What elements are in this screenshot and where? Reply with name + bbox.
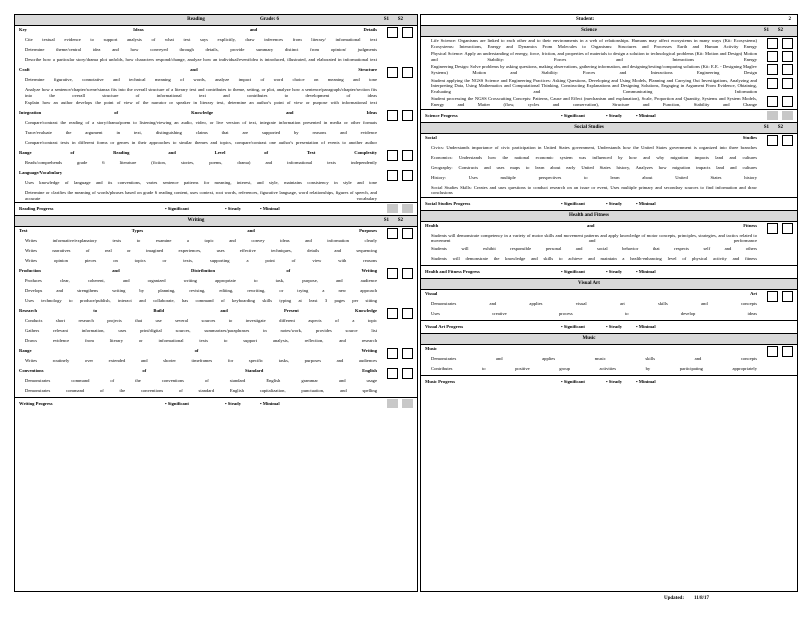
row-text: Language/Vocabulary xyxy=(19,170,63,176)
social-progress: Social Studies Progress • Significant • Steady • Minimal xyxy=(421,197,797,210)
row-text: Student processing the NGSS Crosscutting Concepts: Patterns, Cause and Effect (mechanism and explanation), Scale, Proportion and Quantity, Systems and System Models, Energy and Matter (flow, cycles and conservation), Structure and Function, Stability and Change xyxy=(431,96,757,107)
row-text: Uses knowledge of language and its conventions, varies sentence patterns for meaning, interest, and style, maintains consistency in style and tone xyxy=(25,180,377,186)
standard-row xyxy=(15,46,417,56)
row-text: Demonstrates command of the conventions of standard English capitalization, punctuation, and spelling xyxy=(25,388,377,394)
student-bar xyxy=(421,15,797,26)
progress-marks xyxy=(387,399,413,408)
standard-row xyxy=(15,357,417,367)
row-text: Determine theme/central idea and how conveyed through details, provide summary distinct from opinion/ judgments xyxy=(25,47,377,52)
progress-label: Writing Progress xyxy=(19,401,53,407)
standard-row xyxy=(421,154,797,164)
health-title: Health and Fitness xyxy=(568,212,609,218)
music-header xyxy=(421,333,797,345)
progress-label: Reading Progress xyxy=(19,206,54,212)
row-text: Demonstrates and applies visual art skills and concepts xyxy=(431,300,757,306)
s2-box[interactable] xyxy=(782,51,793,62)
row-text: Explain how an author develops the point of view of the narrator or speaker in literary text, determine an author's point of view or purpose with informational text xyxy=(25,100,377,106)
reading-rows xyxy=(15,26,417,202)
row-text: Integration of Knowledge and Ideas xyxy=(19,110,377,116)
section-subheading xyxy=(15,307,417,317)
reading-header xyxy=(15,15,417,26)
row-text: Draws evidence from literary or informational texts to support analysis, reflection, and research xyxy=(25,338,377,344)
standard-row xyxy=(15,86,417,99)
standard-row xyxy=(421,355,797,365)
student-value: 2 xyxy=(788,17,791,22)
health-rows xyxy=(421,222,797,265)
standard-row xyxy=(15,76,417,86)
s2-box[interactable] xyxy=(782,78,793,89)
standard-row xyxy=(15,36,417,46)
row-text: Determine or clarifies the meaning of words/phrases based on grade 6 reading content, uses context, root words, references, figurative language, word relationships, figures of speech, and accurate vocabulary xyxy=(25,190,377,201)
row-text: Engineering Design: Solve problems by asking questions, making observations, gathering information, and designing/testing/comparing solutions (Kit: E.E. - Designing Maglev Systems) Motion and Stability: Forces and Interactions Engineering Design xyxy=(431,64,757,75)
footer xyxy=(664,596,719,601)
health-progress: Health and Fitness Progress • Significant • Steady • Minimal xyxy=(421,265,797,278)
s2-label: S2 xyxy=(397,17,403,22)
s1-box[interactable] xyxy=(767,78,778,89)
standard-row xyxy=(15,139,417,149)
writing-progress: Writing Progress • Significant • Steady • Minimal xyxy=(15,397,417,410)
row-text: Student applying the NGSS Science and Engineering Practices: Asking Questions, Developing and Using Models, Planning and Carrying Out Investigations, Analyzing and Interpreting Data, Using Mathematics and Computational Thinking, Constructing Explanations and Designing Solutions, Engaging in Argument From Evidence, Obtaining, Evaluating and Communicating Information xyxy=(431,77,757,94)
science-title: Science xyxy=(581,28,597,33)
student-label: Student: xyxy=(576,17,595,22)
social-header: Social Studies S1 S2 xyxy=(421,122,797,134)
standard-row xyxy=(15,257,417,267)
standard-row xyxy=(421,310,797,320)
section-subheading xyxy=(15,367,417,377)
row-text: Compare/contrast the reading of a story/drama/poem to listening/viewing an audio, video, or live version of text, integrate information presented in media or other formats xyxy=(25,120,377,126)
music-title: Music xyxy=(582,335,596,341)
s1-box[interactable] xyxy=(767,51,778,62)
science-progress: Science Progress • Significant • Steady • Minimal xyxy=(421,109,797,122)
section-subheading xyxy=(15,169,417,179)
row-text: Geography: Constructs and uses maps to learn about early United States history, Analyzes how migration impacts land and cultures xyxy=(431,164,757,170)
standard-row xyxy=(15,56,417,66)
s1-box[interactable] xyxy=(767,38,778,49)
row-text: History: Uses multiple perspectives to learn about United States history xyxy=(431,174,757,180)
section-subheading xyxy=(15,149,417,159)
row-text: Range of Reading and Level of Text Complexity xyxy=(19,150,377,156)
section-subheading xyxy=(15,267,417,277)
row-text: Writes opinion pieces on topics or texts, supporting a point of view with reasons xyxy=(25,258,377,264)
progress-marks xyxy=(767,111,793,120)
standard-row xyxy=(421,245,797,255)
science-rows xyxy=(421,37,797,109)
row-text: Demonstrates command of the conventions of standard English grammar and usage xyxy=(25,378,377,384)
row-text: Students will demonstrate competency in a variety of motor skills and movement patterns and apply knowledge of motor concepts, principles, strategies, and tactics related to movement and performance xyxy=(431,232,757,244)
row-text: Produces clear, coherent, and organized writing appropriate to task, purpose, and audience xyxy=(25,278,377,284)
section-subheading xyxy=(15,347,417,357)
standard-row xyxy=(15,237,417,247)
row-text: Physical Science: Apply an understanding of energy, force, friction, and properties of materials to design a solution to technological problems (Kit: Motion and Design) Motion and Stability: Forces and Interactions Energy xyxy=(431,51,757,62)
left-column xyxy=(14,14,418,592)
section-subheading xyxy=(15,227,417,237)
standard-row xyxy=(421,255,797,265)
standard-row xyxy=(15,287,417,297)
section-subheading xyxy=(15,109,417,119)
s1-label: S1 xyxy=(383,17,389,22)
section-subheading xyxy=(15,66,417,76)
row-text: Demonstrates and applies music skills and concepts xyxy=(431,355,757,361)
row-text: Reads/comprehends grade 6 literature (fiction, stories, poems, drama) and informational texts independently xyxy=(25,160,377,166)
visual-art-rows xyxy=(421,290,797,320)
report-card-page xyxy=(14,14,798,596)
writing-title: Writing xyxy=(187,218,205,224)
standard-row xyxy=(15,317,417,327)
standard-row xyxy=(421,184,797,197)
s1-box[interactable] xyxy=(767,96,778,107)
row-text: Writes routinely over extended and shorter timeframes for specific tasks, purposes and audiences xyxy=(25,358,377,364)
updated-label: Updated: xyxy=(664,596,685,601)
row-text: Social Studies xyxy=(425,134,757,140)
row-text: Students will demonstrate the knowledge and skills to achieve and maintain a health-enhancing level of physical activity and fitness xyxy=(431,255,757,261)
standard-row xyxy=(15,277,417,287)
standard-row xyxy=(421,232,797,245)
row-text: Describe how a particular story/drama plot unfolds, how characters respond/change, analyze how an individual/event/idea is introduced, illustrated, and elaborated in informational text xyxy=(25,57,377,62)
section-subheading xyxy=(421,290,797,300)
row-text: Analyze how a sentence/chapter/scene/stanza fits into the overall structure of a literary text and contributes to theme, setting, or plot, analyze how a sentence/paragraph/chapter/section fits into the overall structure of informational text and contributes to development of ideas xyxy=(25,87,377,98)
row-text: Gathers relevant information, uses print/digital sources, summarizes/paraphrases in notes/work, provides source list xyxy=(25,328,377,334)
standard-row xyxy=(15,337,417,347)
grade-boxes xyxy=(767,51,793,62)
row-text: Cite textual evidence to support analysis of what text says explicitly, draw inferences from literary/ informational text xyxy=(25,37,377,42)
section-subheading xyxy=(15,26,417,36)
s2-box[interactable] xyxy=(782,96,793,107)
health-header xyxy=(421,210,797,222)
social-rows xyxy=(421,134,797,197)
standard-row xyxy=(421,365,797,375)
row-text: Range of Writing xyxy=(19,348,377,354)
standard-row xyxy=(15,297,417,307)
music-rows xyxy=(421,345,797,375)
standard-row xyxy=(421,63,797,76)
standard-row xyxy=(15,99,417,109)
key-steady: • Steady xyxy=(225,206,242,212)
progress-marks xyxy=(387,204,413,213)
writing-rows xyxy=(15,227,417,397)
standard-row xyxy=(421,300,797,310)
row-text: Research to Build and Present Knowledge xyxy=(19,308,377,314)
row-text: Production and Distribution of Writing xyxy=(19,268,377,274)
standard-row xyxy=(15,159,417,169)
grade-boxes xyxy=(767,64,793,75)
s2-box[interactable] xyxy=(782,64,793,75)
row-text: Conventions of Standard English xyxy=(19,368,377,374)
standard-row xyxy=(421,37,797,50)
row-text: Develops and strengthens writing by planning, revising, editing, rewriting, or trying a new approach xyxy=(25,288,377,294)
standard-row xyxy=(15,377,417,387)
grade-boxes xyxy=(767,78,793,89)
row-text: Trace/evaluate the argument in text, distinguishing claims that are supported by reasons and evidence xyxy=(25,130,377,136)
row-text: Determine figurative, connotative and technical meaning of words, analyze impact of word choice on meaning and tone xyxy=(25,77,377,82)
writing-header: Writing S1 S2 xyxy=(15,215,417,227)
standard-row xyxy=(421,144,797,154)
row-text: Health and Fitness xyxy=(425,222,757,228)
row-text: Uses technology to produce/publish, interact and collaborate, has command of keyboarding skills typing at least 3 pages per sitting xyxy=(25,298,377,304)
grade-label: Grade: 6 xyxy=(260,17,280,22)
row-text: Craft and Structure xyxy=(19,67,377,72)
standard-row xyxy=(15,119,417,129)
row-text: Students will exhibit responsible personal and social behavior that respects self and others xyxy=(431,245,757,251)
standard-row xyxy=(421,50,797,63)
standard-row xyxy=(421,95,797,108)
row-text: Music xyxy=(425,345,437,351)
row-text: Contributes to positive group activities by participating appropriately xyxy=(431,365,757,371)
reading-title: Reading xyxy=(187,17,205,22)
standard-row xyxy=(15,129,417,139)
key-minimal: • Minimal xyxy=(260,206,280,212)
row-text: Economics: Understands how the national economic system was influenced by how and why migration impacts land and cultures xyxy=(431,154,757,160)
standard-row xyxy=(15,247,417,257)
key-significant: • Significant xyxy=(165,206,189,212)
row-text: Social Studies Skills: Creates and uses questions to conduct research on an issue or event, Uses multiple primary and secondary sources to find information and draw conclusions xyxy=(431,184,757,196)
updated-date: 11/8/17 xyxy=(694,596,710,601)
row-text: Uses creative process to develop ideas xyxy=(431,310,757,316)
social-title: Social Studies xyxy=(574,124,604,130)
row-text: Key Ideas and Details xyxy=(19,27,377,32)
row-text: Writes informative/explanatory texts to examine a topic and convey ideas and information clearly xyxy=(25,238,377,244)
visual-art-title: Visual Art xyxy=(578,280,600,286)
row-text: Visual Art xyxy=(425,290,757,296)
row-text: Writes narratives of real or imagined experiences, uses effective techniques, details and sequencing xyxy=(25,248,377,254)
s2-box[interactable] xyxy=(782,38,793,49)
standard-row xyxy=(15,387,417,397)
row-text: Life Science: Organisms are linked to each other and to their environments in a web of relationships. Humans may affect ecosystems in many ways (Kit: Ecosystems) Ecosystems: Interactions, Energy and Dynamics From Molecules to Organisms: Structures and Processes Earth and Human Activity Energy xyxy=(431,38,757,49)
row-text: Civics: Understands importance of civic participation in United States government, Understands how the United States government is organized into three branches xyxy=(431,144,757,150)
standard-row xyxy=(15,179,417,189)
standard-row xyxy=(421,174,797,184)
standard-row xyxy=(421,77,797,96)
section-subheading xyxy=(421,134,797,144)
grade-value: 6 xyxy=(276,17,280,22)
grade-boxes xyxy=(767,38,793,49)
row-text: Text Types and Purposes xyxy=(19,228,377,234)
music-progress: Music Progress • Significant • Steady • Minimal xyxy=(421,375,797,388)
row-text: Conducts short research projects that use several sources to investigate different aspects of a topic xyxy=(25,318,377,324)
science-header: Science S1 S2 xyxy=(421,26,797,37)
reading-progress xyxy=(15,202,417,215)
standard-row xyxy=(15,189,417,202)
standard-row xyxy=(421,164,797,174)
visual-art-progress: Visual Art Progress • Significant • Steady • Minimal xyxy=(421,320,797,333)
right-column xyxy=(420,14,798,592)
row-text: Compare/contrast texts in different forms or genres in their approaches to similar themes and topics, compare/contrast one author's presentation of events to another author xyxy=(25,140,377,146)
section-subheading xyxy=(421,222,797,232)
s1-box[interactable] xyxy=(767,64,778,75)
grade-boxes xyxy=(767,96,793,107)
visual-art-header xyxy=(421,278,797,290)
section-subheading xyxy=(421,345,797,355)
standard-row xyxy=(15,327,417,337)
